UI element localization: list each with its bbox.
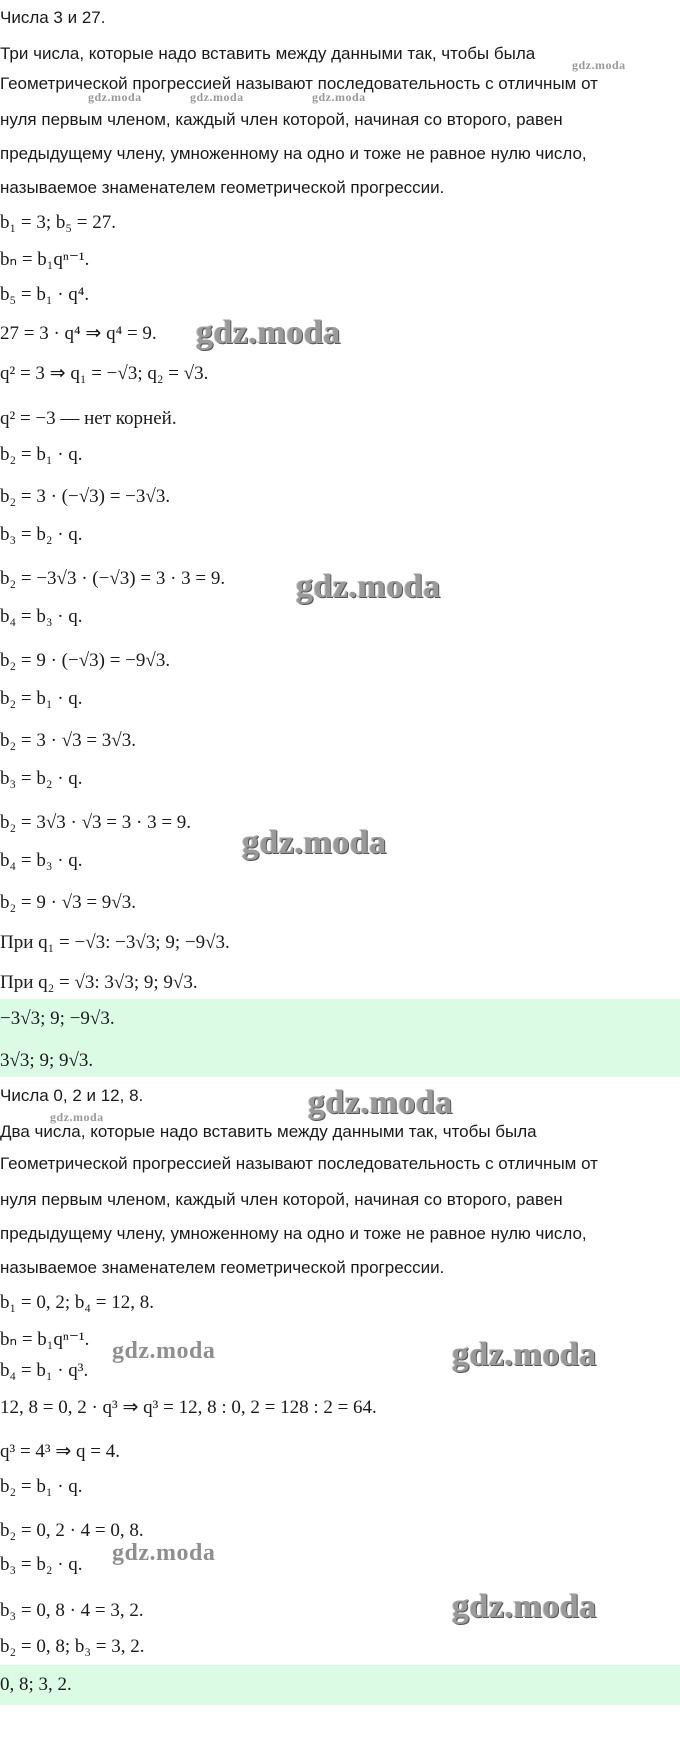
math-line: b₂ = b₁ · q. [0, 444, 83, 465]
text-line: нуля первым членом, каждый член которой, начиная со второго, равен [0, 1190, 563, 1209]
watermark: gdz.moda [242, 824, 387, 861]
watermark: gdz.moda [312, 90, 366, 104]
math-line: b₄ = b₃ · q. [0, 850, 83, 871]
math-line: b₂ = 0, 8; b₃ = 3, 2. [0, 1636, 145, 1657]
text-line: называемое знаменателем геометрической прогрессии. [0, 178, 445, 197]
answer-line: −3√3; 9; −9√3. [0, 1008, 115, 1029]
math-line: b₂ = 3√3 · √3 = 3 · 3 = 9. [0, 812, 192, 833]
math-line: q² = −3 — нет корней. [0, 408, 177, 429]
watermark: gdz.moda [112, 1540, 216, 1566]
math-line: b₃ = b₂ · q. [0, 768, 83, 789]
watermark: gdz.moda [452, 1588, 597, 1625]
math-line: b₅ = b₁ · q⁴. [0, 284, 90, 305]
text-line: предыдущему члену, умноженному на одно и тоже не равное нулю число, [0, 1224, 587, 1243]
text-line: нуля первым членом, каждый член которой, начиная со второго, равен [0, 110, 563, 129]
math-line: b₂ = b₁ · q. [0, 688, 83, 709]
math-line: bₙ = b₁qⁿ⁻¹. [0, 1329, 90, 1350]
watermark: gdz.moda [196, 314, 341, 351]
math-line: При q₁ = −√3: −3√3; 9; −9√3. [0, 932, 230, 953]
text-line: Геометрической прогрессией называют последовательность с отличным от [0, 1154, 598, 1173]
math-line: b₂ = 3 · √3 = 3√3. [0, 730, 136, 751]
text-line: Два числа, которые надо вставить между данными так, чтобы была [0, 1122, 537, 1141]
text-line: предыдущему члену, умноженному на одно и тоже не равное нулю число, [0, 144, 587, 163]
text-line: называемое знаменателем геометрической прогрессии. [0, 1258, 445, 1277]
heading-part2: Числа 0, 2 и 12, 8. [0, 1086, 144, 1105]
answer-line: 0, 8; 3, 2. [0, 1674, 72, 1695]
watermark: gdz.moda [572, 58, 626, 72]
math-line: b₂ = 9 · (−√3) = −9√3. [0, 650, 171, 671]
watermark: gdz.moda [50, 1110, 104, 1124]
math-line: 12, 8 = 0, 2 · q³ ⇒ q³ = 12, 8 : 0, 2 = 128 : 2 = 64. [0, 1397, 377, 1418]
math-line: b₂ = −3√3 · (−√3) = 3 · 3 = 9. [0, 568, 226, 589]
math-line: q² = 3 ⇒ q₁ = −√3; q₂ = √3. [0, 363, 209, 384]
math-line: b₄ = b₃ · q. [0, 606, 83, 627]
math-line: При q₂ = √3: 3√3; 9; 9√3. [0, 972, 198, 993]
math-line: b₁ = 0, 2; b₄ = 12, 8. [0, 1292, 154, 1313]
math-line: b₂ = 9 · √3 = 9√3. [0, 892, 136, 913]
text-line: Три числа, которые надо вставить между данными так, чтобы была [0, 44, 536, 63]
answer-highlight-2 [0, 1665, 680, 1705]
math-line: bₙ = b₁qⁿ⁻¹. [0, 249, 90, 270]
math-line: b₁ = 3; b₅ = 27. [0, 212, 116, 233]
math-line: b₃ = 0, 8 · 4 = 3, 2. [0, 1600, 144, 1621]
watermark: gdz.moda [190, 90, 244, 104]
watermark: gdz.moda [452, 1336, 597, 1373]
math-line: b₂ = 3 · (−√3) = −3√3. [0, 486, 171, 507]
math-line: b₄ = b₁ · q³. [0, 1360, 89, 1381]
math-line: b₂ = b₁ · q. [0, 1476, 83, 1497]
answer-line: 3√3; 9; 9√3. [0, 1050, 94, 1071]
heading-part1: Числа 3 и 27. [0, 8, 106, 27]
math-line: b₂ = 0, 2 · 4 = 0, 8. [0, 1520, 144, 1541]
watermark: gdz.moda [296, 568, 441, 605]
text-line: Геометрической прогрессией называют последовательность с отличным от [0, 74, 598, 93]
math-line: q³ = 4³ ⇒ q = 4. [0, 1441, 120, 1462]
math-line: 27 = 3 · q⁴ ⇒ q⁴ = 9. [0, 323, 157, 344]
math-line: b₃ = b₂ · q. [0, 524, 83, 545]
watermark: gdz.moda [308, 1084, 453, 1121]
watermark: gdz.moda [112, 1338, 216, 1364]
watermark: gdz.moda [88, 90, 142, 104]
math-line: b₃ = b₂ · q. [0, 1554, 83, 1575]
